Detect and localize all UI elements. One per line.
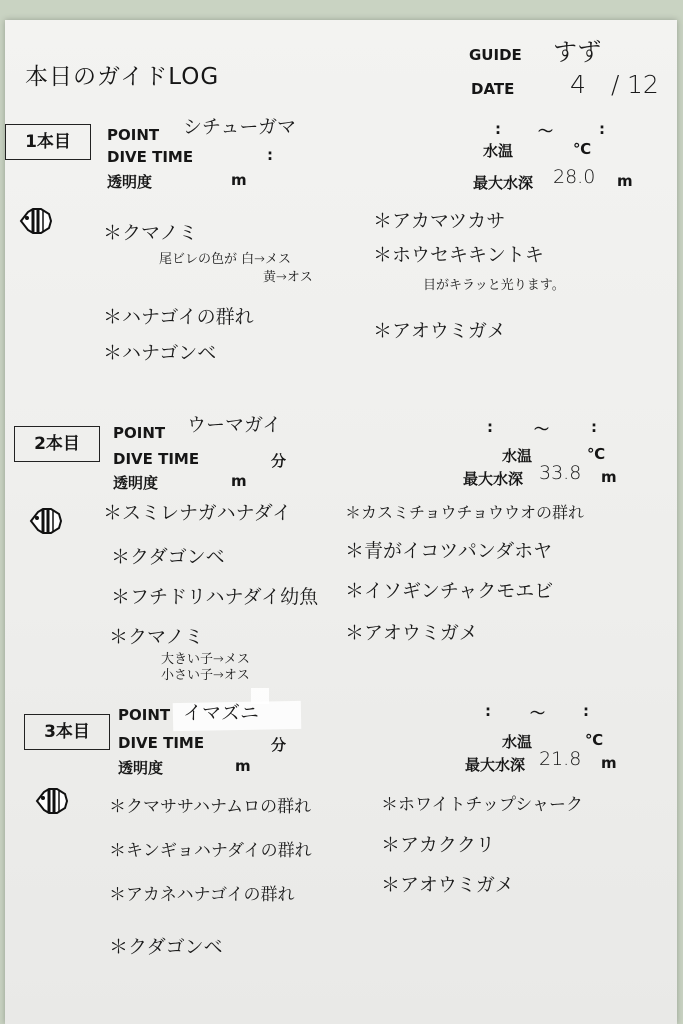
- guide-value: すず: [553, 38, 602, 66]
- dive-2-minutes-unit: 分: [271, 452, 287, 470]
- star-marker: ＊: [111, 546, 131, 568]
- dive-1-left-item: ハナゴンベ: [122, 342, 217, 364]
- star-marker: ＊: [381, 874, 401, 896]
- star-marker: ＊: [109, 936, 129, 958]
- dive-1-visibility-label: 透明度: [107, 173, 153, 191]
- dive-1-depth-unit: m: [617, 172, 633, 190]
- star-marker: ＊: [109, 797, 126, 817]
- dive-1-time-colon: :: [267, 146, 273, 164]
- dive-3-right-item: アカククリ: [400, 834, 495, 856]
- dive-2-dive-time-label: DIVE TIME: [113, 450, 200, 468]
- dive-2-visibility-unit: m: [231, 472, 247, 490]
- dive-3-left-item: キンギョハナダイの群れ: [126, 841, 312, 861]
- dive-2-point-label: POINT: [113, 424, 166, 442]
- star-marker: ＊: [373, 244, 393, 266]
- star-marker: ＊: [109, 841, 126, 861]
- date-day: 12: [627, 70, 659, 99]
- dive-2-number: 2本目: [14, 426, 100, 462]
- page-title: 本日のガイドLOG: [25, 64, 220, 90]
- dive-2-water-temp-label: 水温: [502, 447, 533, 465]
- star-marker: ＊: [109, 626, 129, 648]
- dive-2-start-colon: :: [487, 418, 493, 436]
- star-marker: ＊: [103, 342, 123, 364]
- dive-2-right-item: アオウミガメ: [364, 622, 478, 644]
- dive-1-max-depth-label: 最大水深: [473, 174, 534, 192]
- log-sheet: [5, 20, 677, 1024]
- dive-3-minutes-unit: 分: [271, 736, 287, 754]
- dive-3-temp-unit: ℃: [585, 731, 604, 749]
- dive-2-left-item: スミレナガハナダイ: [122, 502, 292, 524]
- dive-3-number: 3本目: [24, 714, 110, 750]
- dive-1-end-colon: :: [599, 120, 605, 138]
- guide-label: GUIDE: [469, 46, 522, 64]
- dive-1-visibility-unit: m: [231, 171, 247, 189]
- dive-2-right-item: イソギンチャクモエビ: [364, 580, 554, 602]
- star-marker: ＊: [345, 503, 362, 522]
- dive-2-depth-unit: m: [601, 468, 617, 486]
- dive-2-note-line: 大きい子→メス: [161, 652, 250, 667]
- dive-1-right-note: 目がキラッと光ります。: [423, 278, 565, 293]
- date-month: 4: [570, 70, 586, 99]
- dive-2-note-line: 小さい子→オス: [161, 668, 250, 683]
- dive-1-temp-unit: ℃: [573, 140, 592, 158]
- star-marker: ＊: [373, 320, 393, 342]
- dive-1-water-temp-label: 水温: [483, 142, 514, 160]
- fish-icon: [19, 206, 53, 236]
- dive-2-tilde: ～: [534, 420, 550, 438]
- dive-3-start-colon: :: [485, 702, 491, 720]
- dive-3-tilde: ～: [530, 704, 546, 722]
- dive-1-max-depth-value: 28.0: [553, 166, 596, 188]
- dive-3-visibility-unit: m: [235, 757, 251, 775]
- dive-3-water-temp-label: 水温: [502, 733, 533, 751]
- star-marker: ＊: [373, 210, 393, 232]
- dive-2-visibility-label: 透明度: [113, 474, 159, 492]
- dive-1-dive-time-label: DIVE TIME: [107, 148, 194, 166]
- date-slash: /: [611, 70, 620, 99]
- dive-1-start-colon: :: [495, 120, 501, 138]
- dive-2-right-item: カスミチョウチョウウオの群れ: [361, 503, 585, 522]
- date-label: DATE: [471, 80, 515, 98]
- dive-3-max-depth-value: 21.8: [539, 748, 582, 770]
- dive-1-number: 1本目: [5, 124, 91, 160]
- dive-2-end-colon: :: [591, 418, 597, 436]
- dive-1-point-value: シチューガマ: [183, 116, 297, 138]
- dive-1-right-item: アオウミガメ: [392, 320, 506, 342]
- dive-2-max-depth-label: 最大水深: [463, 470, 524, 488]
- star-marker: ＊: [103, 306, 123, 328]
- dive-3-point-label: POINT: [118, 706, 171, 724]
- dive-1-right-item: アカマツカサ: [392, 210, 506, 232]
- dive-2-right-item: 青がイコツパンダホヤ: [364, 540, 553, 562]
- dive-1-note-line: 尾ビレの色が 白→メス: [159, 252, 292, 267]
- star-marker: ＊: [345, 580, 365, 602]
- dive-1-note-line: 黄→オス: [263, 270, 313, 285]
- dive-2-point-value: ウーマガイ: [187, 414, 282, 436]
- dive-1-point-label: POINT: [107, 126, 160, 144]
- dive-3-max-depth-label: 最大水深: [465, 756, 526, 774]
- star-marker: ＊: [111, 586, 131, 608]
- dive-3-left-item: クダゴンベ: [128, 936, 223, 958]
- dive-1-left-item: クマノミ: [122, 222, 198, 244]
- star-marker: ＊: [345, 540, 365, 562]
- dive-2-left-item: クダゴンベ: [130, 546, 225, 568]
- fish-icon: [35, 786, 69, 816]
- star-marker: ＊: [103, 502, 123, 524]
- star-marker: ＊: [109, 885, 126, 905]
- fish-icon: [29, 506, 63, 536]
- dive-2-temp-unit: ℃: [587, 445, 606, 463]
- dive-3-left-item: クマササハナムロの群れ: [126, 797, 312, 817]
- dive-3-depth-unit: m: [601, 754, 617, 772]
- star-marker: ＊: [381, 834, 401, 856]
- dive-3-visibility-label: 透明度: [118, 759, 164, 777]
- dive-2-max-depth-value: 33.8: [539, 462, 582, 484]
- dive-1-right-item: ホウセキキントキ: [392, 244, 544, 266]
- dive-3-right-item: アオウミガメ: [400, 874, 514, 896]
- star-marker: ＊: [381, 795, 398, 815]
- dive-3-end-colon: :: [583, 702, 589, 720]
- dive-3-point-value: イマズニ: [183, 702, 260, 724]
- dive-2-left-item: フチドリハナダイ幼魚: [130, 586, 319, 608]
- dive-1-left-item: ハナゴイの群れ: [122, 306, 254, 328]
- star-marker: ＊: [103, 222, 123, 244]
- dive-3-right-item: ホワイトチップシャーク: [398, 795, 583, 815]
- dive-2-left-item: クマノミ: [128, 626, 204, 648]
- dive-3-dive-time-label: DIVE TIME: [118, 734, 205, 752]
- dive-1-tilde: ～: [538, 122, 554, 140]
- dive-3-left-item: アカネハナゴイの群れ: [126, 885, 295, 905]
- star-marker: ＊: [345, 622, 365, 644]
